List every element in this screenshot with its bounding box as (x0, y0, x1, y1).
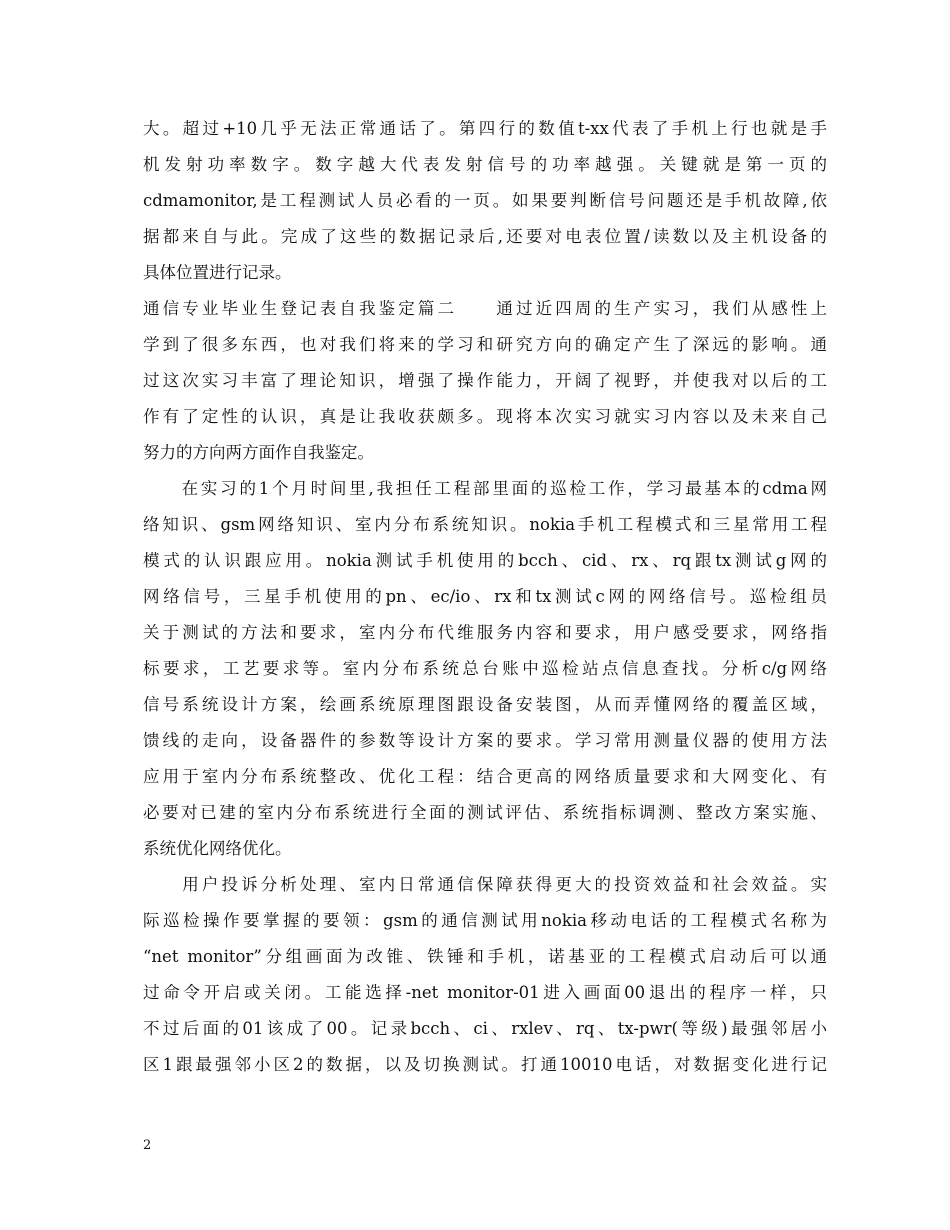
text-line: cdmamonitor,是工程测试人员必看的一页。如果要判断信号问题还是手机故障,依 (143, 191, 827, 210)
text-line: 际巡检操作要掌握的要领：gsm的通信测试用nokia移动电话的工程模式名称为 (143, 911, 827, 930)
text-line: 馈线的走向，设备器件的参数等设计方案的要求。学习常用测量仪器的使用方法 (143, 731, 827, 750)
text-line: 过命令开启或关闭。工能选择-net monitor-01进入画面00退出的程序一样，只 (143, 983, 827, 1002)
text-line: 用户投诉分析处理、室内日常通信保障获得更大的投资效益和社会效益。实 (143, 875, 827, 894)
text-line: 模式的认识跟应用。nokia测试手机使用的bcch、cid、rx、rq跟tx测试g网的 (143, 551, 827, 570)
text-line: 系统优化网络优化。 (143, 839, 292, 858)
text-line: 信号系统设计方案，绘画系统原理图跟设备安装图，从而弄懂网络的覆盖区域， (143, 695, 827, 714)
text-line: “net monitor”分组画面为改锥、铁锤和手机，诺基亚的工程模式启动后可以通 (143, 947, 827, 966)
text-line: 据都来自与此。完成了这些的数据记录后,还要对电表位置/读数以及主机设备的 (143, 227, 827, 246)
text-line: 通信专业毕业生登记表自我鉴定篇二 通过近四周的生产实习，我们从感性上 (143, 299, 827, 318)
text-line: 机发射功率数字。数字越大代表发射信号的功率越强。关键就是第一页的 (143, 155, 827, 174)
text-line: 不过后面的01该成了00。记录bcch、ci、rxlev、rq、tx-pwr(等级)最强邻居小 (143, 1019, 827, 1038)
text-line: 网络信号，三星手机使用的pn、ec/io、rx和tx测试c网的网络信号。巡检组员 (143, 587, 827, 606)
text-line: 标要求，工艺要求等。室内分布系统总台账中巡检站点信息查找。分析c/g网络 (143, 659, 827, 678)
text-line: 努力的方向两方面作自我鉴定。 (143, 443, 374, 462)
text-line: 应用于室内分布系统整改、优化工程：结合更高的网络质量要求和大网变化、有 (143, 767, 827, 786)
text-line: 络知识、gsm网络知识、室内分布系统知识。nokia手机工程模式和三星常用工程 (143, 515, 827, 534)
text-line: 过这次实习丰富了理论知识，增强了操作能力，开阔了视野，并使我对以后的工 (143, 371, 827, 390)
text-line: 必要对已建的室内分布系统进行全面的测试评估、系统指标调测、整改方案实施、 (143, 803, 827, 822)
text-line: 大。超过+10几乎无法正常通话了。第四行的数值t-xx代表了手机上行也就是手 (143, 119, 827, 138)
text-line: 学到了很多东西，也对我们将来的学习和研究方向的确定产生了深远的影响。通 (143, 335, 827, 354)
text-line: 区1跟最强邻小区2的数据，以及切换测试。打通10010电话，对数据变化进行记 (143, 1055, 827, 1074)
text-line: 作有了定性的认识，真是让我收获颇多。现将本次实习就实习内容以及未来自己 (143, 407, 827, 426)
text-line: 在实习的1个月时间里,我担任工程部里面的巡检工作，学习最基本的cdma网 (143, 479, 827, 498)
text-line: 具体位置进行记录。 (143, 263, 292, 282)
page-number: 2 (143, 1138, 152, 1153)
text-line: 关于测试的方法和要求，室内分布代维服务内容和要求，用户感受要求，网络指 (143, 623, 827, 642)
